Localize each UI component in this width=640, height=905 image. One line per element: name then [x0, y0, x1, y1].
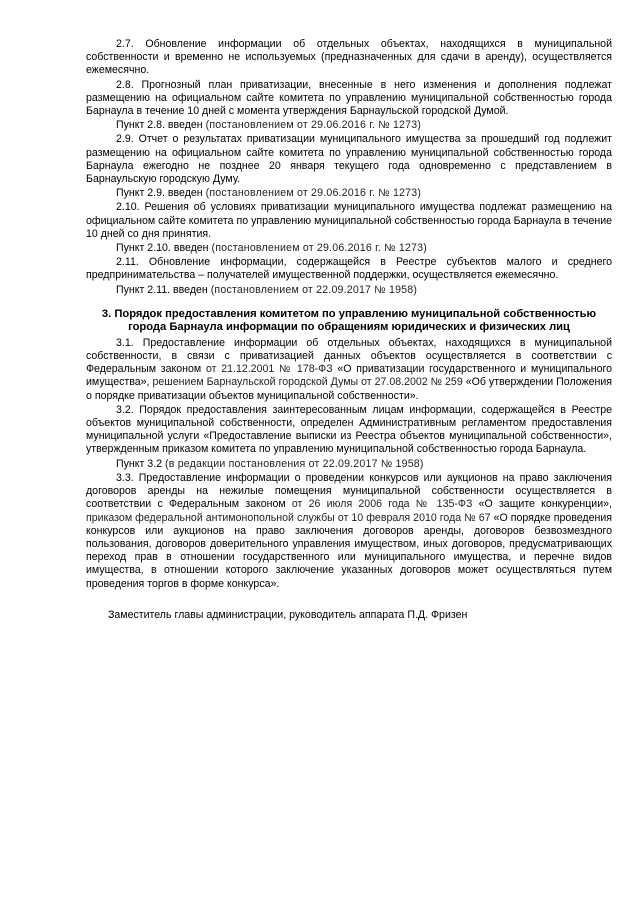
- section-3-heading: 3. Порядок предоставления комитетом по управлению муниципальной собственностью города Барнаула информации по обращениям юридических и физических лиц: [101, 307, 597, 334]
- law-reference-link[interactable]: от 21.12.2001 № 178-ФЗ: [205, 363, 333, 376]
- text-fragment: «О порядке проведения конкурсов или аукционов на право заключения договоров аренды, договоров безвозмездного пользования, договоров доверительного управления имуществом, иных договоров, предусматривающих переход прав в отношении государственного или муниципального имущества, и перечне видов имущества, в отношении которого заключение указанных договоров может осуществляться путем проведения торгов в форме конкурса».: [86, 511, 612, 590]
- text-fragment: «О приватизации государственного и муниципального имущества»,: [86, 363, 612, 389]
- note-reference-link[interactable]: (постановлением от 29.06.2016 г. № 1273): [205, 119, 422, 132]
- note-2-11: [86, 284, 612, 297]
- note-label: Пункт 2.8. введен: [116, 119, 203, 132]
- note-label: Пункт 2.10. введен: [116, 242, 209, 255]
- note-2-10: [86, 242, 612, 255]
- paragraph-2-11: 2.11. Обновление информации, содержащейся в Реестре субъектов малого и среднего предпринимательства – получателей имущественной поддержки, осуществляется ежемесячно.: [86, 256, 612, 282]
- note-reference-link[interactable]: (постановлением от 22.09.2017 № 1958): [210, 283, 418, 296]
- law-reference-link[interactable]: от 26 июля 2006 года № 135-ФЗ: [291, 498, 473, 511]
- note-label: Пункт 2.11. введен: [116, 283, 208, 296]
- paragraph-3-3: [86, 472, 612, 591]
- decision-reference-link[interactable]: решением Барнаульской городской Думы от 27.08.2002 № 259: [152, 376, 463, 389]
- paragraph-2-10: 2.10. Решения об условиях приватизации муниципального имущества подлежат размещению на официальном сайте комитета по управлению муниципальной собственностью города Барнаула в течение 10 дней со дня принятия.: [86, 201, 612, 240]
- paragraph-2-8: 2.8. Прогнозный план приватизации, внесенные в него изменения и дополнения подлежат размещению на официальном сайте комитета по управлению муниципальной собственностью города Барнаула в течение 10 дней с момента утверждения Барнаульской городской Думой.: [86, 78, 612, 118]
- note-reference-link[interactable]: (постановлением от 29.06.2016 г. № 1273): [205, 187, 422, 200]
- note-reference-link[interactable]: (постановлением от 29.06.2016 г. № 1273): [211, 242, 427, 255]
- text-fragment: «О защите конкуренции»,: [478, 498, 612, 511]
- text-fragment: 3.1. Предоставление информации об отдельных объектах, находящихся в муниципальной собственности, в связи с приватизацией данных объектов осуществляется в соответствии с Федеральным законом: [86, 336, 612, 376]
- note-2-8: [86, 119, 612, 132]
- paragraph-2-9: 2.9. Отчет о результатах приватизации муниципального имущества за прошедший год подлежит размещению на официальном сайте комитета по управлению муниципальной собственностью города Барнаула ежегодно не позднее 20 января текущего года одновременно с представлением в Барнаульскую городскую Думу.: [86, 133, 612, 186]
- note-reference-link[interactable]: (в редакции постановления от 22.09.2017 № 1958): [165, 457, 424, 470]
- paragraph-2-7: 2.7. Обновление информации об отдельных объектах, находящихся в муниципальной собственности и временно не используемых (предназначенных для сдачи в аренду), осуществляется ежемесячно.: [86, 38, 612, 77]
- signature-line: Заместитель главы администрации, руководитель аппарата П.Д. Фризен: [108, 608, 468, 621]
- paragraph-3-1: [86, 337, 612, 403]
- order-reference-link[interactable]: приказом федеральной антимонопольной службы от 10 февраля 2010 года № 67: [86, 511, 491, 524]
- text-fragment: 3.3. Предоставление информации о проведении конкурсов или аукционов на право заключения договоров аренды на нежилые помещения муниципальной собственности осуществляется в соответствии с Федеральным законом: [86, 471, 612, 511]
- note-label: Пункт 3.2: [116, 457, 163, 470]
- paragraph-3-2: 3.2. Порядок предоставления заинтересованным лицам информации, содержащейся в Реестре объектов муниципальной собственности, определен Административным регламентом предоставления муниципальной услуги «Предоставление выписки из Реестра объектов муниципальной собственности», утвержденным приказом комитета по управлению муниципальной собственностью города Барнаула.: [86, 403, 612, 456]
- note-label: Пункт 2.9. введен: [116, 187, 203, 200]
- text-fragment: «Об утверждении Положения о порядке приватизации объектов муниципальной собственности».: [86, 376, 613, 402]
- note-2-9: [86, 187, 612, 200]
- document-page: [86, 38, 612, 622]
- note-3-2: [86, 458, 612, 471]
